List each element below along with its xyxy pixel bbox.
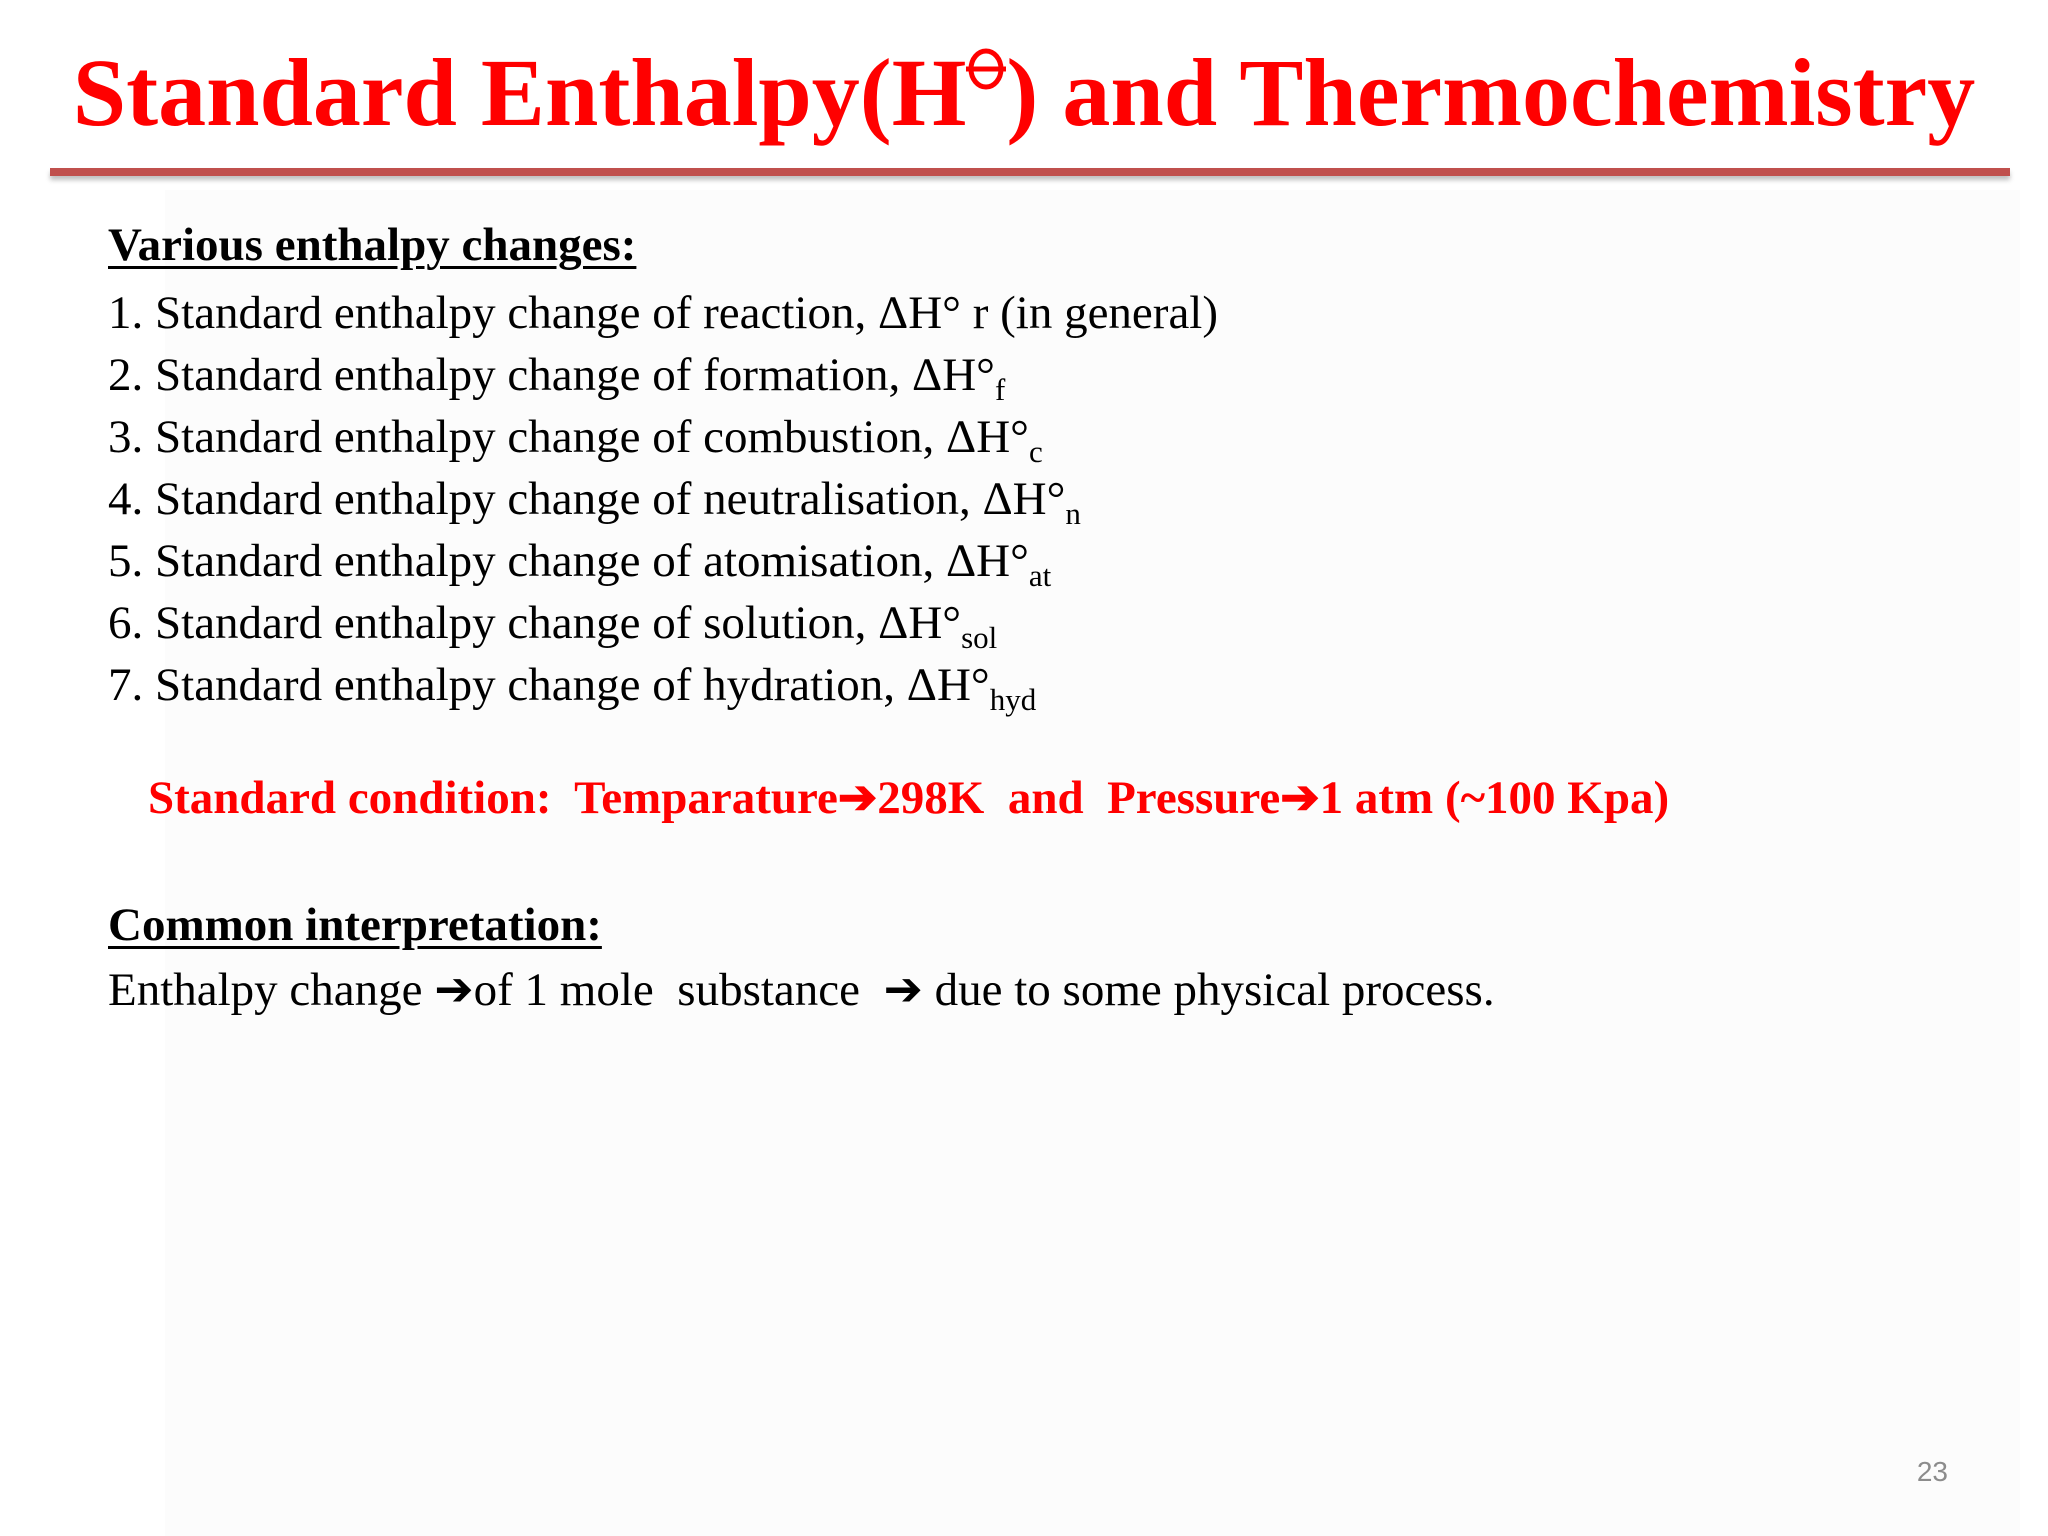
list-item: 7. Standard enthalpy change of hydration, $\Delta H^\circ_{hyd}$ — [108, 659, 1037, 717]
list-item: 4. Standard enthalpy change of neutralisation, $\Delta H^\circ_n$ — [108, 473, 1081, 531]
section-heading-enthalpy-changes: Various enthalpy changes: — [108, 219, 637, 271]
interpretation-text: Enthalpy change ➔of 1 mole substance ➔ due to some physical process. — [108, 964, 1495, 1016]
page-number: 23 — [1916, 1456, 1948, 1487]
slide-title — [0, 28, 2048, 158]
list-item: 1. Standard enthalpy change of reaction, ΔH° r (in general) — [108, 287, 1219, 339]
title-divider — [50, 168, 2010, 176]
list-item: 2. Standard enthalpy change of formation, $\Delta H^\circ_f$ — [108, 349, 1006, 407]
enthalpy-change-list — [108, 282, 1218, 716]
section-heading-common-interpretation: Common interpretation: — [108, 899, 602, 951]
list-item: 6. Standard enthalpy change of solution, $\Delta H^\circ_{sol}$ — [108, 597, 998, 655]
plimsoll-icon — [966, 46, 1006, 92]
list-item: 5. Standard enthalpy change of atomisation, $\Delta H^\circ_{at}$ — [108, 535, 1052, 593]
list-item: 3. Standard enthalpy change of combustion, $\Delta H^\circ_c$ — [108, 411, 1043, 469]
standard-condition-note: Standard condition: Temparature➔298K and Pressure➔1 atm (~100 Kpa) — [148, 772, 1670, 824]
title-text-end: ) and Thermochemistry — [1006, 39, 1976, 146]
title-text-start: Standard Enthalpy(H — [72, 39, 967, 146]
